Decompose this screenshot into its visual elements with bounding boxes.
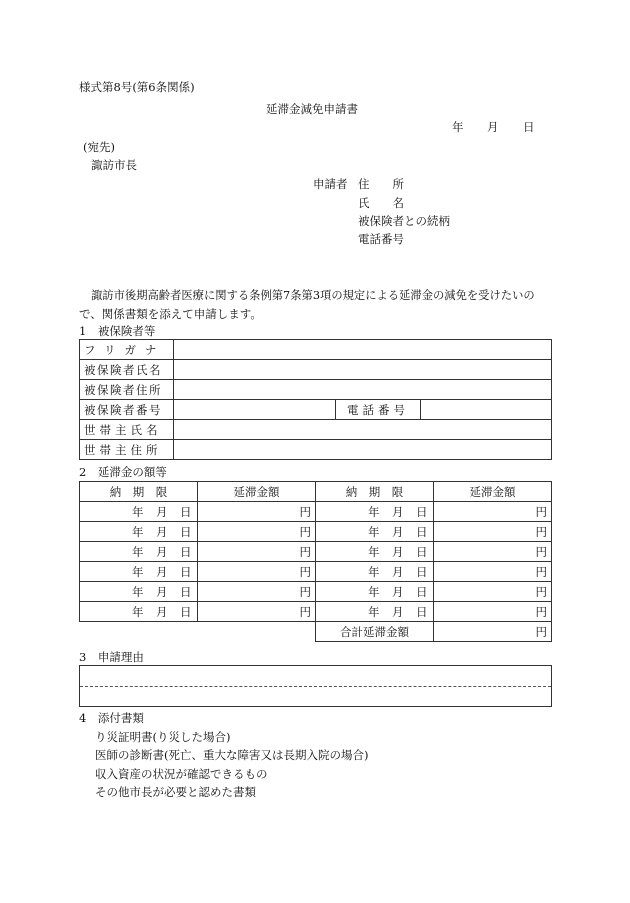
insured-name-field[interactable]: [174, 360, 552, 380]
late-fee-table: [79, 481, 552, 642]
date-year-label: 年: [452, 120, 464, 134]
due-date-field[interactable]: [316, 582, 434, 602]
due-date-day-label: 日: [416, 504, 428, 519]
table-row: [80, 602, 552, 622]
table-row: [80, 502, 552, 522]
late-fee-amount-field[interactable]: 円: [198, 502, 316, 522]
due-date-year-label: 年: [132, 524, 144, 539]
furigana-field[interactable]: [174, 340, 552, 360]
due-date-month-label: 月: [156, 544, 168, 559]
reason-box[interactable]: [79, 665, 552, 707]
due-date-year-label: 年: [132, 604, 144, 619]
due-date-year-label: 年: [132, 504, 144, 519]
late-fee-amount-field[interactable]: 円: [198, 522, 316, 542]
table-header-row: [80, 482, 552, 502]
due-date-field[interactable]: [316, 602, 434, 622]
due-date-field[interactable]: [316, 522, 434, 542]
section4-heading: 4 添付書類: [79, 711, 144, 725]
applicant-name-label: 氏 名: [358, 196, 404, 210]
late-fee-amount-field[interactable]: 円: [434, 582, 552, 602]
due-date-year-label: 年: [368, 564, 380, 579]
due-date-day-label: 日: [416, 544, 428, 559]
due-date-field[interactable]: [316, 542, 434, 562]
late-fee-amount-field[interactable]: 円: [434, 542, 552, 562]
late-fee-amount-field[interactable]: 円: [434, 502, 552, 522]
addressee: 諏訪市長: [91, 158, 137, 172]
applicant-label: 申請者: [313, 177, 348, 191]
due-date-month-label: 月: [156, 524, 168, 539]
total-label: 合計延滞金額: [316, 622, 434, 642]
household-head-name-label: 世帯主氏名: [80, 420, 174, 440]
late-fee-amount-field[interactable]: 円: [434, 562, 552, 582]
due-date-field[interactable]: [80, 582, 198, 602]
addressee-label: (宛先): [83, 140, 115, 154]
due-date-day-label: 日: [180, 564, 192, 579]
attachment-item: 医師の診断書(死亡、重大な障害又は長期入院の場合): [95, 748, 369, 762]
due-date-field[interactable]: [80, 542, 198, 562]
late-fee-amount-field[interactable]: 円: [198, 562, 316, 582]
due-date-year-label: 年: [368, 504, 380, 519]
section3-heading: 3 申請理由: [79, 650, 144, 664]
col-due-header-right: 納 期 限: [316, 482, 434, 502]
table-row: [80, 562, 552, 582]
phone-number-field[interactable]: [421, 400, 552, 420]
due-date-month-label: 月: [156, 604, 168, 619]
empty-cell: [80, 622, 316, 642]
household-head-name-field[interactable]: [174, 420, 552, 440]
due-date-year-label: 年: [132, 564, 144, 579]
col-amount-header-right: 延滞金額: [434, 482, 552, 502]
attachment-item: その他市長が必要と認めた書類: [95, 785, 256, 799]
due-date-year-label: 年: [368, 524, 380, 539]
insured-address-label: 被保険者住所: [80, 380, 174, 400]
due-date-month-label: 月: [392, 604, 404, 619]
table-row: [80, 420, 552, 440]
late-fee-amount-field[interactable]: 円: [198, 602, 316, 622]
due-date-day-label: 日: [416, 584, 428, 599]
attachment-item: 収入資産の状況が確認できるもの: [95, 767, 268, 781]
late-fee-amount-field[interactable]: 円: [198, 582, 316, 602]
insured-address-field[interactable]: [174, 380, 552, 400]
applicant-address-label: 住 所: [358, 177, 404, 191]
insured-name-label: 被保険者氏名: [80, 360, 174, 380]
body-text-line1: 諏訪市後期高齢者医療に関する条例第7条第3項の規定による延滞金の減免を受けたいの: [91, 289, 535, 302]
date-month-label: 月: [487, 120, 499, 134]
due-date-year-label: 年: [132, 544, 144, 559]
late-fee-amount-field[interactable]: 円: [434, 522, 552, 542]
due-date-month-label: 月: [392, 544, 404, 559]
section2-heading: 2 延滞金の額等: [79, 465, 167, 479]
due-date-day-label: 日: [416, 604, 428, 619]
due-date-month-label: 月: [156, 584, 168, 599]
phone-number-label: 電話番号: [336, 400, 421, 420]
applicant-phone-label: 電話番号: [358, 232, 404, 246]
table-row: [80, 340, 552, 360]
due-date-day-label: 日: [416, 524, 428, 539]
due-date-year-label: 年: [368, 604, 380, 619]
applicant-relation-label: 被保険者との続柄: [358, 214, 450, 228]
furigana-label: フリガナ: [80, 340, 174, 360]
due-date-day-label: 日: [180, 604, 192, 619]
total-amount-field[interactable]: 円: [434, 622, 552, 642]
table-row: [80, 400, 552, 420]
col-due-header-left: 納 期 限: [80, 482, 198, 502]
due-date-year-label: 年: [132, 584, 144, 599]
table-row: [80, 522, 552, 542]
due-date-day-label: 日: [180, 544, 192, 559]
page-title: 延滞金減免申請書: [266, 102, 358, 116]
insured-number-label: 被保険者番号: [80, 400, 174, 420]
due-date-field[interactable]: [316, 502, 434, 522]
table-row: [80, 380, 552, 400]
due-date-field[interactable]: [80, 502, 198, 522]
due-date-year-label: 年: [368, 584, 380, 599]
late-fee-amount-field[interactable]: 円: [434, 602, 552, 622]
insured-number-field[interactable]: [174, 400, 336, 420]
household-head-address-field[interactable]: [174, 440, 552, 460]
col-amount-header-left: 延滞金額: [198, 482, 316, 502]
section1-heading: 1 被保険者等: [79, 324, 156, 338]
due-date-field[interactable]: [80, 522, 198, 542]
due-date-month-label: 月: [392, 564, 404, 579]
due-date-day-label: 日: [180, 584, 192, 599]
form-number: 様式第8号(第6条関係): [79, 80, 195, 94]
late-fee-amount-field[interactable]: 円: [198, 542, 316, 562]
table-row: [80, 542, 552, 562]
date-day-label: 日: [523, 120, 535, 134]
body-text-line2: で、関係書類を添えて申請します。: [79, 307, 262, 321]
due-date-month-label: 月: [156, 504, 168, 519]
table-row: [80, 582, 552, 602]
insured-info-table: [79, 339, 552, 460]
due-date-day-label: 日: [416, 564, 428, 579]
due-date-field[interactable]: [80, 562, 198, 582]
total-row: [80, 622, 552, 642]
reason-divider: [80, 686, 551, 687]
due-date-month-label: 月: [156, 564, 168, 579]
due-date-month-label: 月: [392, 524, 404, 539]
table-row: [80, 360, 552, 380]
due-date-year-label: 年: [368, 544, 380, 559]
due-date-day-label: 日: [180, 504, 192, 519]
due-date-field[interactable]: [316, 562, 434, 582]
due-date-day-label: 日: [180, 524, 192, 539]
due-date-field[interactable]: [80, 602, 198, 622]
household-head-address-label: 世帯主住所: [80, 440, 174, 460]
due-date-month-label: 月: [392, 584, 404, 599]
attachment-item: り災証明書(り災した場合): [95, 730, 231, 744]
due-date-month-label: 月: [392, 504, 404, 519]
table-row: [80, 440, 552, 460]
